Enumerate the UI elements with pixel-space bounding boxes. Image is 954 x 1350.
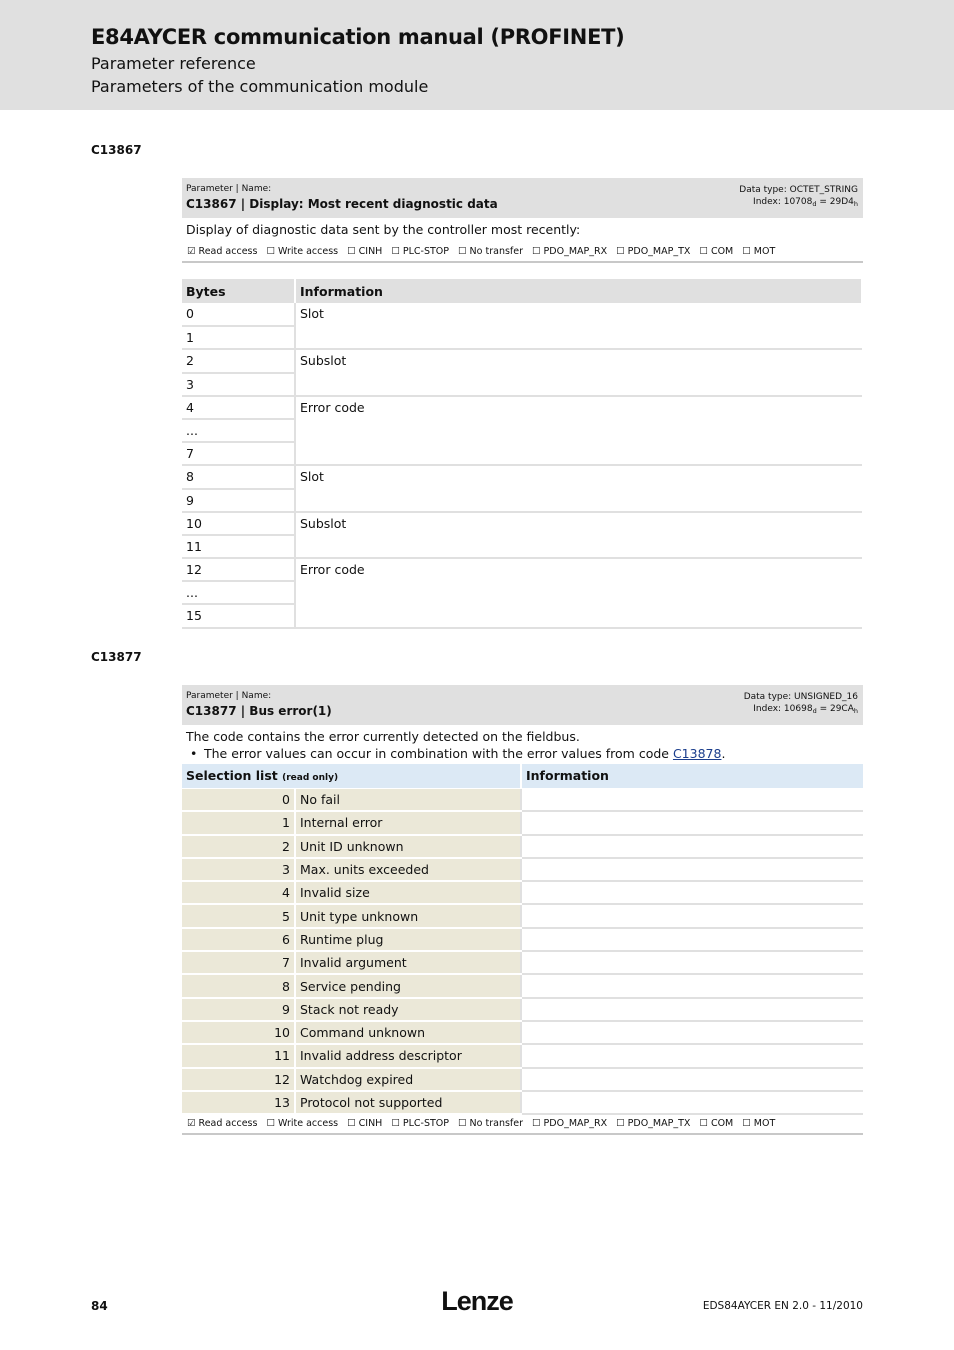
information-cell: Error code: [295, 396, 862, 466]
table-row: [182, 858, 863, 881]
param-description: Display of diagnostic data sent by the controller most recently:: [186, 222, 581, 237]
byte-cell: 0: [182, 303, 295, 326]
table-row: [182, 1044, 863, 1067]
table-row: [182, 974, 863, 997]
bullet-text: The error values can occur in combination with the error values from code: [204, 746, 673, 761]
selection-list-header: Selection list (read only): [182, 764, 521, 788]
data-type: Data type: UNSIGNED_16: [743, 692, 858, 702]
access-flag: ☐ PDO_MAP_RX: [532, 246, 608, 257]
information-cell: Subslot: [295, 512, 862, 558]
access-flags: [182, 1113, 863, 1135]
byte-cell: ...: [182, 419, 295, 442]
selection-label: Stack not ready: [295, 998, 521, 1021]
table-row: [182, 558, 862, 581]
selection-value: 4: [182, 881, 295, 904]
information-cell: [521, 1021, 863, 1044]
information-cell: [521, 1068, 863, 1091]
selection-label: No fail: [295, 788, 521, 811]
information-cell: Slot: [295, 465, 862, 511]
param-name-label: Parameter | Name:: [186, 184, 272, 194]
information-cell: Subslot: [295, 349, 862, 395]
information-cell: [521, 788, 863, 811]
selection-value: 5: [182, 904, 295, 927]
table-header-row: [182, 764, 863, 788]
selection-label: Protocol not supported: [295, 1091, 521, 1114]
selection-label: Internal error: [295, 811, 521, 834]
param-name-label: Parameter | Name:: [186, 691, 272, 701]
selection-value: 9: [182, 998, 295, 1021]
selection-value: 0: [182, 788, 295, 811]
c13878-link[interactable]: C13878: [672, 746, 722, 761]
param-index: Index: $10698_d = 29CA_h$: [753, 704, 858, 715]
selection-label: Service pending: [295, 974, 521, 997]
information-cell: [521, 951, 863, 974]
selection-value: 7: [182, 951, 295, 974]
access-flag: ☐ Write access: [266, 246, 339, 257]
param-code-heading: C13867: [91, 143, 142, 157]
access-flag: ☐ PLC-STOP: [391, 246, 450, 257]
selection-value: 1: [182, 811, 295, 834]
param-datatype: [744, 691, 858, 717]
param-box-c13867: [182, 178, 863, 237]
table-row: [182, 349, 862, 372]
information-header: Information: [295, 279, 862, 303]
access-flag: ☐ PDO_MAP_TX: [616, 246, 691, 257]
access-flag: ☐ COM: [699, 246, 734, 257]
param-header: [182, 685, 863, 725]
byte-cell: 15: [182, 604, 295, 627]
subsection-title: Parameters of the communication module: [91, 77, 429, 96]
selection-label: Unit type unknown: [295, 904, 521, 927]
byte-cell: 11: [182, 535, 295, 558]
table-row: [182, 881, 863, 904]
information-cell: [521, 998, 863, 1021]
table-row: [182, 465, 862, 488]
information-cell: Error code: [295, 558, 862, 628]
information-cell: [521, 928, 863, 951]
table-row: [182, 512, 862, 535]
table-row: [182, 904, 863, 927]
table-row: [182, 1021, 863, 1044]
byte-cell: 3: [182, 373, 295, 396]
selection-value: 3: [182, 858, 295, 881]
information-cell: [521, 881, 863, 904]
access-flag: ☐ COM: [699, 1118, 734, 1129]
selection-table: [182, 764, 863, 1115]
information-cell: [521, 858, 863, 881]
byte-cell: 7: [182, 442, 295, 465]
access-flag: ☐ Write access: [266, 1118, 339, 1129]
access-flag: ☐ MOT: [742, 1118, 776, 1129]
param-code-heading: C13877: [91, 650, 142, 664]
selection-value: 12: [182, 1068, 295, 1091]
information-header: Information: [521, 764, 863, 788]
access-flag: ☐ CINH: [347, 1118, 383, 1129]
access-flags: [182, 241, 863, 263]
byte-cell: 4: [182, 396, 295, 419]
access-flag: ☐ PDO_MAP_RX: [532, 1118, 608, 1129]
access-flag: ☑ Read access: [187, 1118, 258, 1129]
svg-text:Lenze: Lenze: [441, 1286, 513, 1316]
table-header-row: [182, 279, 862, 303]
selection-value: 10: [182, 1021, 295, 1044]
table-row: [182, 811, 863, 834]
access-flag: ☐ CINH: [347, 246, 383, 257]
param-name: C13877 | Bus error(1): [186, 704, 332, 718]
access-flag: ☐ No transfer: [458, 1118, 524, 1129]
section-title: Parameter reference: [91, 54, 256, 73]
param-header: [182, 178, 863, 218]
document-title: E84AYCER communication manual (PROFINET): [91, 25, 625, 49]
information-cell: [521, 835, 863, 858]
access-flag: ☐ PLC-STOP: [391, 1118, 450, 1129]
selection-value: 11: [182, 1044, 295, 1067]
param-description: The code contains the error currently detected on the fieldbus.: [186, 729, 580, 744]
table-row: [182, 788, 863, 811]
selection-label: Invalid address descriptor: [295, 1044, 521, 1067]
lenze-logo: [437, 1286, 517, 1316]
byte-cell: ...: [182, 581, 295, 604]
selection-value: 2: [182, 835, 295, 858]
byte-cell: 2: [182, 349, 295, 372]
selection-value: 6: [182, 928, 295, 951]
byte-cell: 8: [182, 465, 295, 488]
param-box-c13877: [182, 685, 863, 761]
selection-label: Runtime plug: [295, 928, 521, 951]
table-row: [182, 835, 863, 858]
param-datatype: [739, 184, 858, 210]
selection-label: Max. units exceeded: [295, 858, 521, 881]
table-row: [182, 928, 863, 951]
information-cell: [521, 1091, 863, 1114]
byte-cell: 10: [182, 512, 295, 535]
access-flag: ☐ MOT: [742, 246, 776, 257]
param-name: C13867 | Display: Most recent diagnostic data: [186, 197, 498, 211]
table-row: [182, 303, 862, 326]
document-reference: EDS84AYCER EN 2.0 - 11/2010: [702, 1300, 863, 1312]
access-flag: ☐ No transfer: [458, 246, 524, 257]
selection-label: Invalid size: [295, 881, 521, 904]
information-cell: [521, 904, 863, 927]
information-cell: [521, 811, 863, 834]
bytes-table: [182, 279, 863, 629]
information-cell: [521, 974, 863, 997]
bullet-icon: •: [190, 746, 198, 761]
bullet-note: • The error values can occur in combination with the error values from code C13878.: [190, 746, 726, 761]
byte-cell: 9: [182, 489, 295, 512]
selection-label: Command unknown: [295, 1021, 521, 1044]
data-type: Data type: OCTET_STRING: [739, 185, 858, 195]
selection-value: 8: [182, 974, 295, 997]
access-flag: ☐ PDO_MAP_TX: [616, 1118, 691, 1129]
table-row: [182, 396, 862, 419]
table-row: [182, 998, 863, 1021]
information-cell: Slot: [295, 303, 862, 349]
information-cell: [521, 1044, 863, 1067]
page-number: 84: [91, 1299, 108, 1313]
bytes-header: Bytes: [182, 279, 295, 303]
selection-label: Invalid argument: [295, 951, 521, 974]
param-index: Index: $10708_d = 29D4_h$: [753, 197, 858, 208]
byte-cell: 12: [182, 558, 295, 581]
selection-label: Unit ID unknown: [295, 835, 521, 858]
access-flag: ☑ Read access: [187, 246, 258, 257]
selection-value: 13: [182, 1091, 295, 1114]
byte-cell: 1: [182, 326, 295, 349]
table-row: [182, 1091, 863, 1114]
table-row: [182, 1068, 863, 1091]
table-row: [182, 951, 863, 974]
selection-label: Watchdog expired: [295, 1068, 521, 1091]
